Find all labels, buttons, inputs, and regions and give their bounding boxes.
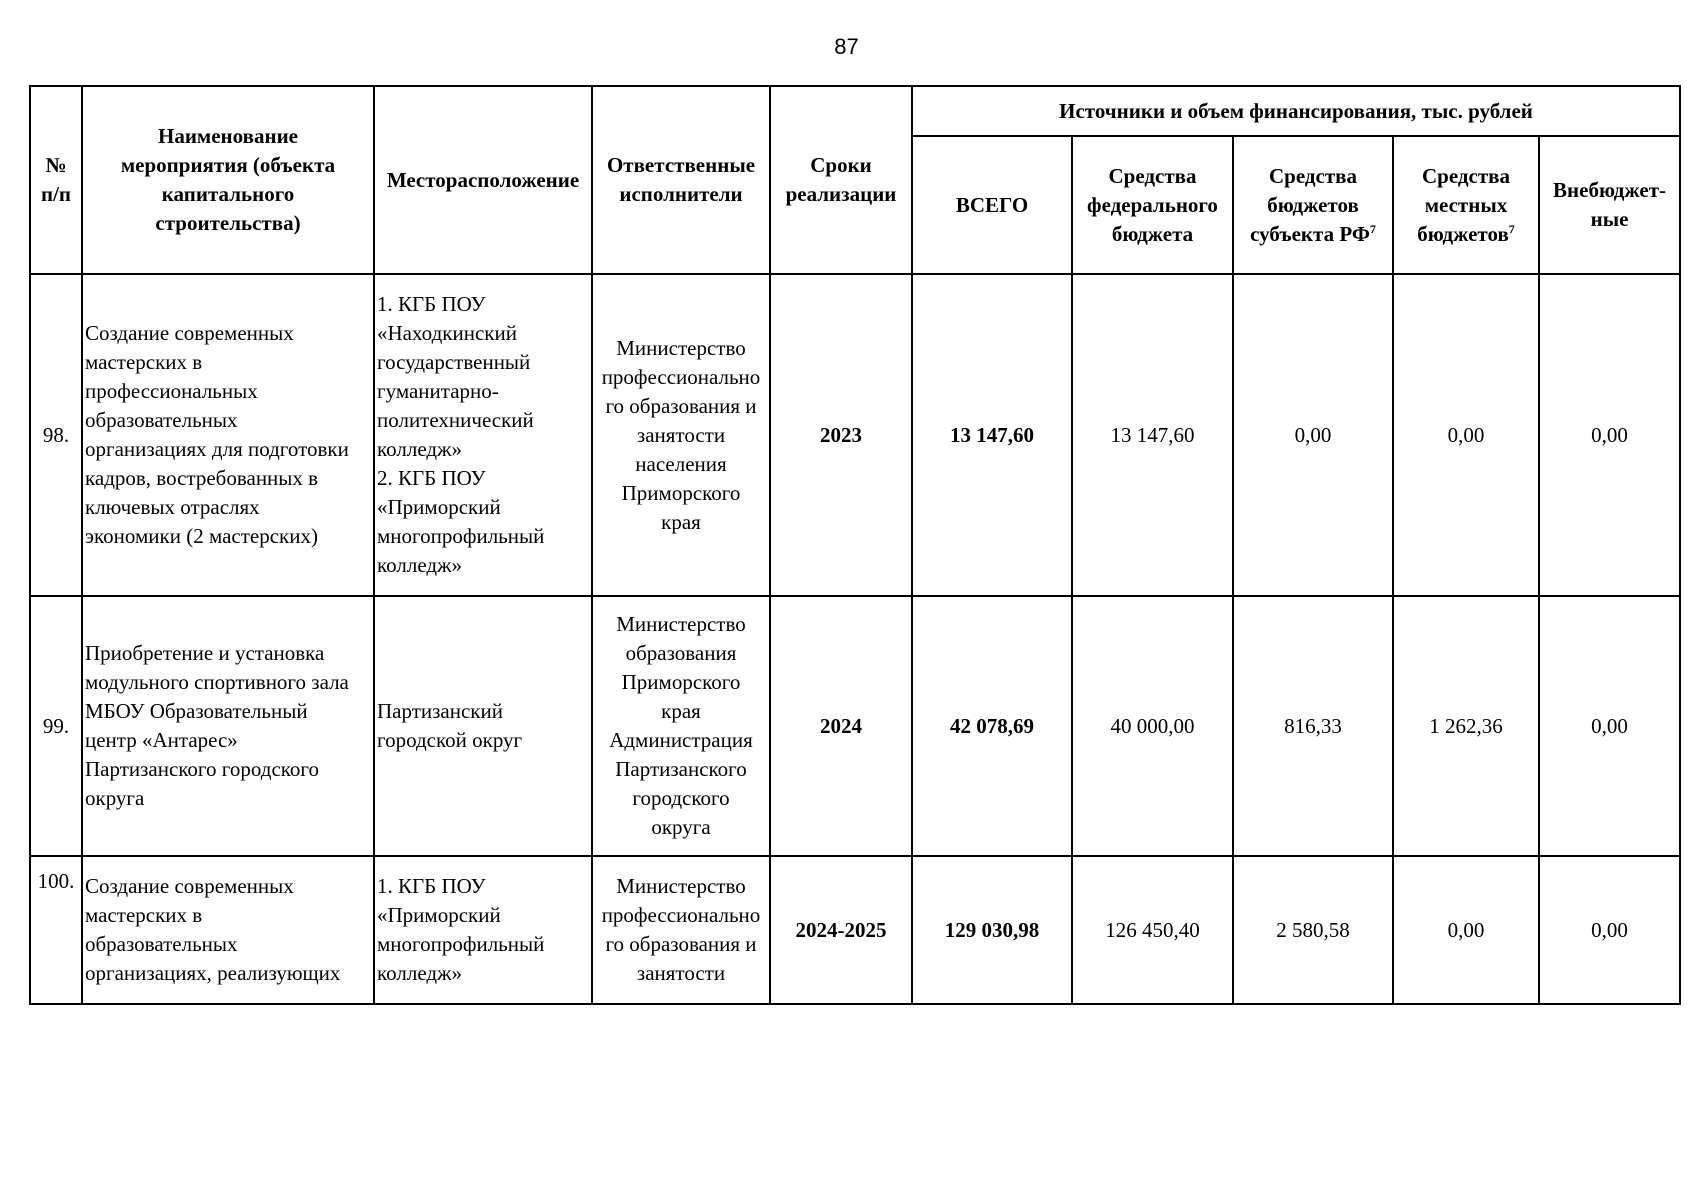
row-federal: 40 000,00	[1072, 596, 1233, 856]
footnote-mark: 7	[1369, 221, 1376, 236]
row-federal: 13 147,60	[1072, 274, 1233, 596]
funding-table	[29, 85, 1681, 1005]
row-period: 2024	[770, 596, 912, 856]
header-federal: Средства федерального бюджета	[1072, 136, 1233, 274]
row-name: Создание современных мастерских в образовательных организациях, реализующих	[82, 856, 374, 1004]
table-row	[30, 274, 1680, 596]
row-federal: 126 450,40	[1072, 856, 1233, 1004]
row-num: 100.	[30, 856, 82, 1004]
row-period: 2024-2025	[770, 856, 912, 1004]
row-location: 1. КГБ ПОУ «Находкинский государственный гуманитарно- политехнический колледж» 2. КГБ ПОУ «Приморский многопрофильный колледж»	[374, 274, 592, 596]
row-total: 42 078,69	[912, 596, 1072, 856]
table-row	[30, 596, 1680, 856]
row-extrabudget: 0,00	[1539, 596, 1680, 856]
row-location: Партизанский городской округ	[374, 596, 592, 856]
header-total: ВСЕГО	[912, 136, 1072, 274]
row-subject: 0,00	[1233, 274, 1393, 596]
header-extrabudget: Внебюджет- ные	[1539, 136, 1680, 274]
header-num: № п/п	[30, 86, 82, 274]
row-name: Создание современных мастерских в профессиональных образовательных организациях для подготовки кадров, востребованных в ключевых отраслях экономики (2 мастерских)	[82, 274, 374, 596]
header-executors: Ответственные исполнители	[592, 86, 770, 274]
row-location: 1. КГБ ПОУ «Приморский многопрофильный колледж»	[374, 856, 592, 1004]
header-funding-group: Источники и объем финансирования, тыс. рублей	[912, 86, 1680, 136]
row-period: 2023	[770, 274, 912, 596]
row-subject: 2 580,58	[1233, 856, 1393, 1004]
row-executors: Министерство образования Приморского края Администрация Партизанского городского округа	[592, 596, 770, 856]
header-name: Наименование мероприятия (объекта капитального строительства)	[82, 86, 374, 274]
row-subject: 816,33	[1233, 596, 1393, 856]
table-header-row	[30, 86, 1680, 136]
row-extrabudget: 0,00	[1539, 274, 1680, 596]
header-local	[1393, 136, 1539, 274]
row-local: 0,00	[1393, 856, 1539, 1004]
row-executors: Министерство профессионально го образования и занятости	[592, 856, 770, 1004]
footnote-mark: 7	[1508, 221, 1515, 236]
row-local: 1 262,36	[1393, 596, 1539, 856]
table-row	[30, 856, 1680, 1004]
header-subject-label: Средства бюджетов субъекта РФ	[1250, 163, 1370, 246]
row-total: 13 147,60	[912, 274, 1072, 596]
row-total: 129 030,98	[912, 856, 1072, 1004]
row-num: 99.	[30, 596, 82, 856]
row-local: 0,00	[1393, 274, 1539, 596]
header-period: Сроки реализации	[770, 86, 912, 274]
header-subject	[1233, 136, 1393, 274]
row-num: 98.	[30, 274, 82, 596]
page-number: 87	[834, 34, 859, 59]
row-executors: Министерство профессионально го образования и занятости населения Приморского края	[592, 274, 770, 596]
row-name: Приобретение и установка модульного спортивного зала МБОУ Образовательный центр «Антарес» Партизанского городского округа	[82, 596, 374, 856]
row-extrabudget: 0,00	[1539, 856, 1680, 1004]
header-location: Месторасположение	[374, 86, 592, 274]
header-local-label: Средства местных бюджетов	[1417, 163, 1510, 246]
